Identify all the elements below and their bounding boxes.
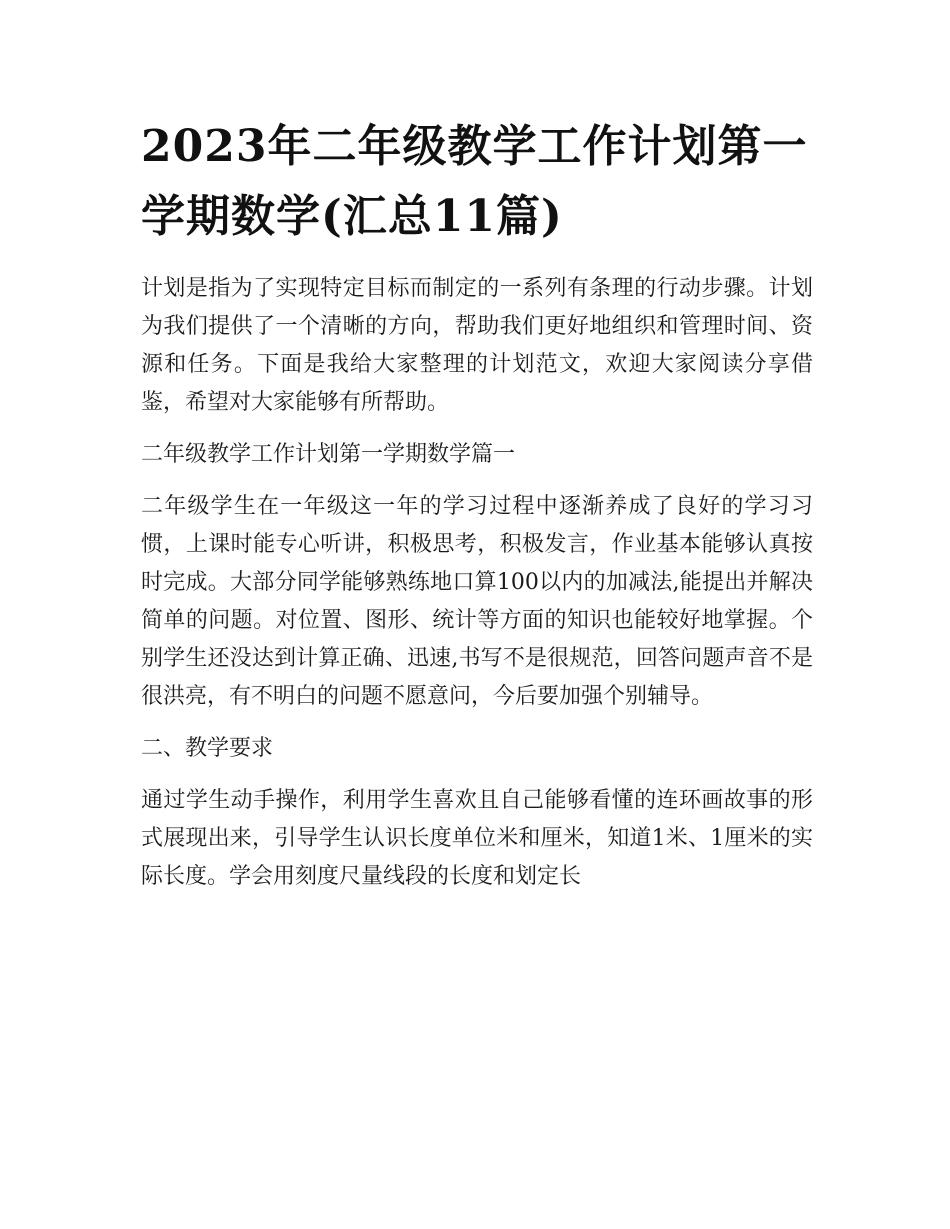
section-heading-2: 二、教学要求 [141, 736, 274, 761]
document-body [141, 270, 813, 896]
section-paragraph-1: 二年级学生在一年级这一年的学习过程中逐渐养成了良好的学习习惯，上课时能专心听讲，积极思考，积极发言，作业基本能够认真按时完成。大部分同学能够熟练地口算100以内的加减法,能提出并解决简单的问题。对位置、图形、统计等方面的知识也能较好地掌握。个别学生还没达到计算正确、迅速,书写不是很规范，回答问题声音不是很洪亮，有不明白的问题不愿意问，今后要加强个别辅导。 [141, 494, 813, 709]
section-heading-1: 二年级教学工作计划第一学期数学篇一 [141, 442, 516, 467]
section-paragraph-2: 通过学生动手操作，利用学生喜欢且自己能够看懂的连环画故事的形式展现出来，引导学生认识长度单位米和厘米，知道1米、1厘米的实际长度。学会用刻度尺量线段的长度和划定长 [141, 788, 813, 889]
document-page [141, 112, 813, 910]
intro-paragraph: 计划是指为了实现特定目标而制定的一系列有条理的行动步骤。计划为我们提供了一个清晰的方向，帮助我们更好地组织和管理时间、资源和任务。下面是我给大家整理的计划范文，欢迎大家阅读分享借鉴，希望对大家能够有所帮助。 [141, 276, 813, 415]
document-title: 2023年二年级教学工作计划第一学期数学(汇总11篇) [141, 121, 808, 242]
